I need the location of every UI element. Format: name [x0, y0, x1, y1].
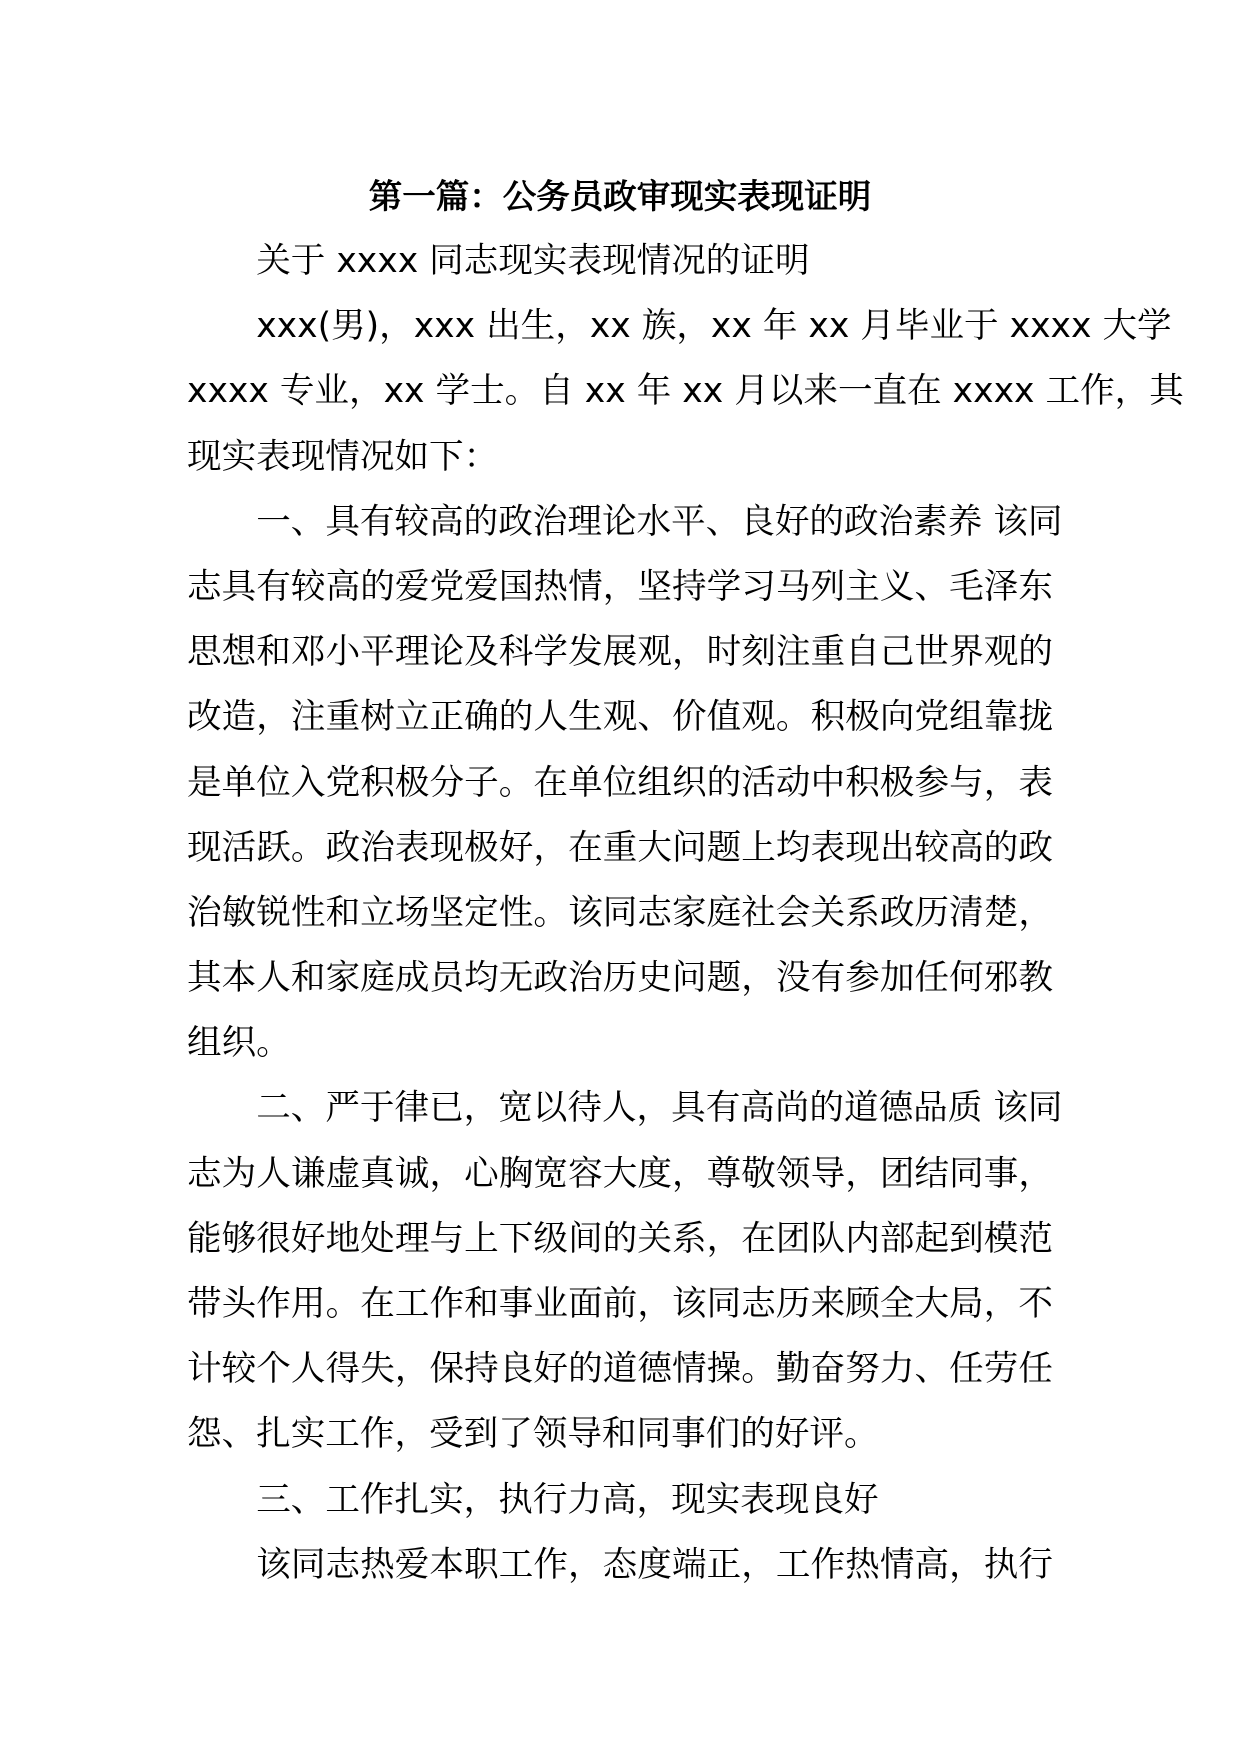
text-line: 怨、扎实工作，受到了领导和同事们的好评。 — [187, 1414, 879, 1455]
document-body — [187, 229, 1184, 1598]
text-line: 现活跃。政治表现极好，在重大问题上均表现出较高的政 — [187, 827, 1053, 868]
text-line: 二、严于律已，宽以待人，具有高尚的道德品质 该同 — [256, 1088, 1063, 1129]
text-line: 带头作用。在工作和事业面前，该同志历来顾全大局，不 — [187, 1284, 1053, 1324]
paragraph — [187, 1076, 1063, 1467]
text-line: 三、工作扎实，执行力高，现实表现良好 — [256, 1479, 879, 1520]
text-line: 志具有较高的爱党爱国热情，坚持学习马列主义、毛泽东 — [187, 566, 1053, 607]
paragraph — [187, 1533, 1053, 1598]
paragraph — [187, 229, 1053, 294]
text-line: 组织。 — [187, 1023, 291, 1064]
text-line: 志为人谦虚真诚，心胸宽容大度，尊敬领导，团结同事， — [187, 1153, 1053, 1194]
text-line: 计较个人得失，保持良好的道德情操。勤奋努力、任劳任 — [187, 1349, 1053, 1390]
text-line: 其本人和家庭成员均无政治历史问题，没有参加任何邪教 — [187, 958, 1053, 999]
paragraph — [187, 490, 1063, 1077]
text-line: 思想和邓小平理论及科学发展观，时刻注重自己世界观的 — [187, 632, 1053, 673]
text-line: 治敏锐性和立场坚定性。该同志家庭社会关系政历清楚， — [187, 892, 1053, 933]
paragraph — [187, 1468, 1053, 1533]
text-line: 该同志热爱本职工作，态度端正，工作热情高，执行 — [256, 1544, 1053, 1585]
text-line: 能够很好地处理与上下级间的关系，在团队内部起到模范 — [187, 1218, 1053, 1259]
text-line: 现实表现情况如下： — [187, 436, 499, 477]
text-line: xxx(男)，xxx 出生，xx 族，xx 年 xx 月毕业于 xxxx 大学 — [256, 306, 1172, 347]
text-line: 是单位入党积极分子。在单位组织的活动中积极参与，表 — [187, 762, 1053, 803]
document-title: 第一篇：公务员政审现实表现证明 — [368, 177, 872, 216]
text-line: 一、具有较高的政治理论水平、良好的政治素养 该同 — [256, 501, 1063, 542]
paragraph — [187, 294, 1184, 490]
text-line: 改造，注重树立正确的人生观、价值观。积极向党组靠拢 — [187, 697, 1053, 738]
text-line: 关于 xxxx 同志现实表现情况的证明 — [256, 241, 810, 281]
text-line: xxxx 专业，xx 学士。自 xx 年 xx 月以来一直在 xxxx 工作，其 — [187, 371, 1184, 412]
